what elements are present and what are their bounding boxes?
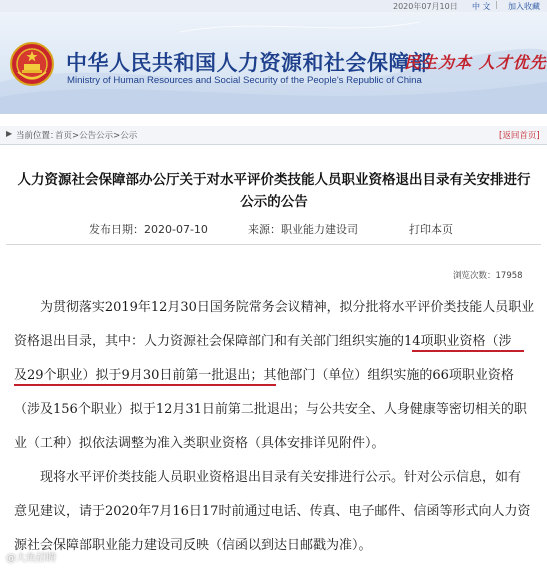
site-banner (0, 12, 547, 114)
paragraph-line-text: 资格退出目录，其中：人力资源社会保障部门和有关部门组织实施的14项职业资格（涉 (14, 334, 512, 349)
paragraph-line-text: 源社会保障部职业能力建设司反映（信函以到达日邮戳为准）。 (14, 538, 372, 553)
paragraph-line-text: 现将水平评价类技能人员职业资格退出目录有关安排进行公示。针对公示信息，如有 (40, 470, 522, 485)
view-count (453, 269, 523, 281)
current-date: 2020年07月10日 (393, 2, 458, 11)
source-value: 职业能力建设司 (281, 223, 358, 236)
paragraph-line (14, 534, 534, 568)
watermark: @大鱼招聘 (6, 553, 56, 564)
publish-date-value: 2020-07-10 (144, 223, 208, 236)
divider (6, 244, 541, 245)
paragraph-line-text: 为贯彻落实2019年12月30日国务院常务会议精神，拟分批将水平评价类技能人员职业 (40, 300, 535, 315)
top-utility-bar (0, 0, 547, 12)
paragraph-line-text: 业（工种）拟依法调整为准入类职业资格（具体安排详见附件）。 (14, 436, 385, 451)
paragraph-line (14, 466, 534, 500)
paragraph-line-text: 意见建议，请于2020年7月16日17时前通过电话、传真、电子邮件、信函等形式向人力资 (14, 504, 531, 519)
publish-date-label: 发布日期： (89, 223, 144, 236)
breadcrumb-label: 当前位置： (16, 131, 59, 141)
add-favorite-link[interactable]: 加入收藏 (508, 2, 540, 11)
paragraph-line (14, 296, 534, 330)
article-paragraph-1 (14, 296, 534, 466)
source-label: 来源： (248, 223, 281, 236)
national-emblem-icon (10, 42, 54, 86)
view-count-label: 浏览次数： (453, 271, 496, 281)
language-link[interactable]: 中 文 (472, 2, 491, 11)
highlight-underline (412, 350, 524, 352)
source (248, 221, 358, 237)
divider: | (495, 0, 498, 9)
paragraph-line (14, 330, 534, 364)
publish-date (89, 221, 208, 237)
breadcrumb-path[interactable]: 首页>公告公示>公示 (55, 131, 138, 141)
paragraph-line-text: 及29个职业）拟于9月30日前第一批退出；其他部门（单位）组织实施的66项职业资格 (14, 368, 514, 383)
paragraph-line (14, 432, 534, 466)
print-page-link[interactable]: 打印本页 (409, 223, 453, 236)
breadcrumb-arrow-icon: ▶ (6, 129, 13, 138)
back-home-link[interactable]: [返回首页] (499, 131, 540, 141)
highlight-underline (14, 384, 276, 386)
article-paragraph-2 (14, 466, 534, 568)
ministry-name-en: Ministry of Human Resources and Social Security of the People's Republic of China (67, 75, 422, 86)
paragraph-line (14, 364, 534, 398)
slogan: 民生为本 人才优先 (404, 53, 547, 72)
paragraph-line-text: （涉及156个职业）拟于12月31日前第二批退出；与公共安全、人身健康等密切相关的职 (14, 402, 527, 417)
breadcrumb (0, 126, 547, 145)
article-title: 人力资源社会保障部办公厅关于对水平评价类技能人员职业资格退出目录有关安排进行公示的公告 (17, 172, 531, 210)
ministry-name-cn: 中华人民共和国人力资源和社会保障部 (66, 51, 432, 75)
paragraph-line (14, 398, 534, 432)
paragraph-line (14, 500, 534, 534)
view-count-value: 17958 (495, 271, 523, 281)
